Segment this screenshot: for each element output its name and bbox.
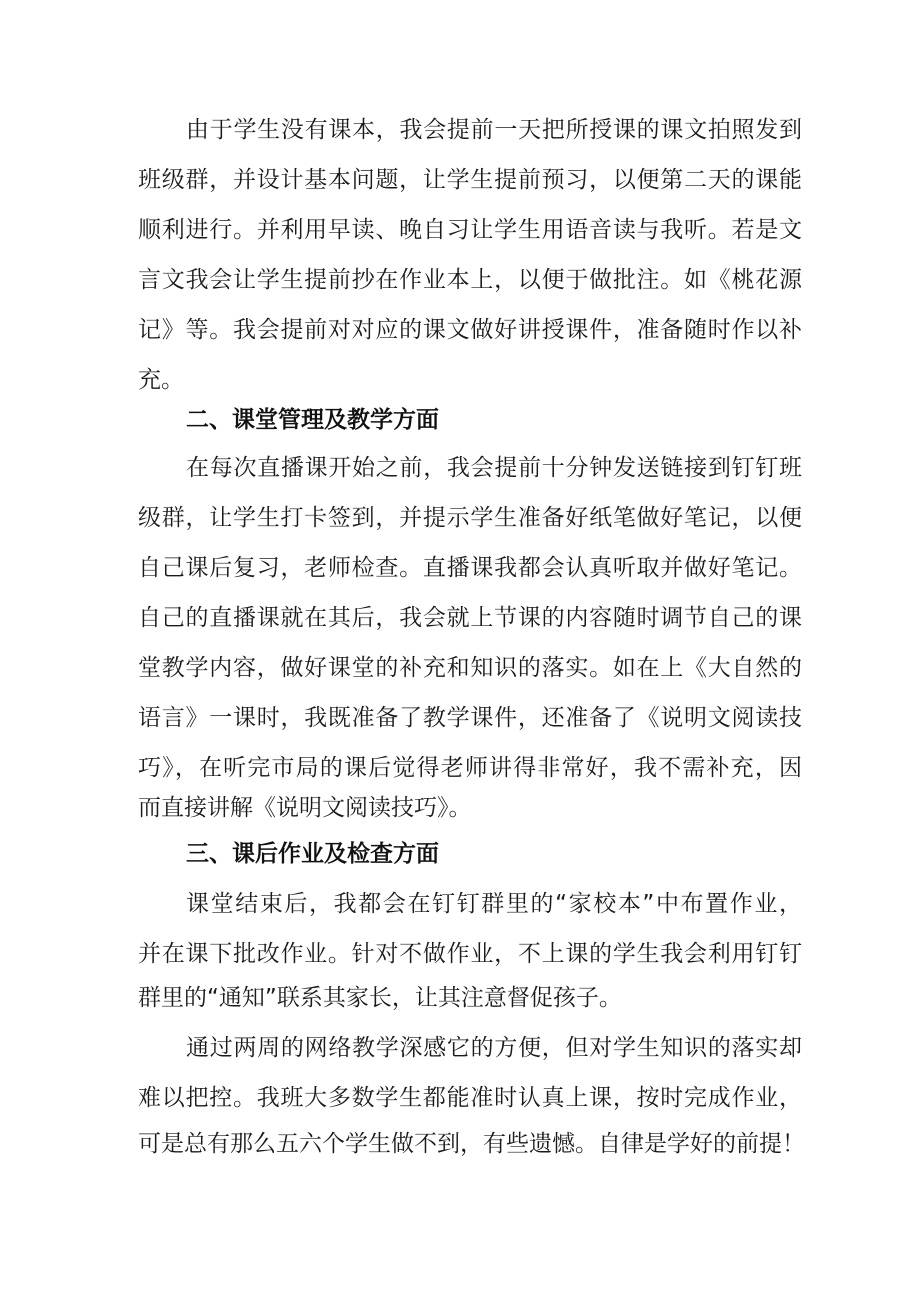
paragraph-line: 可是总有那么五六个学生做不到，有些遗憾。自律是学好的前提！	[138, 1131, 805, 1157]
paragraph-line: 语言》一课时，我既准备了教学课件，还准备了《说明文阅读技	[138, 705, 802, 731]
paragraph-line: 自己的直播课就在其后，我会就上节课的内容随时调节自己的课	[138, 605, 802, 631]
section-heading-homework: 三、课后作业及检查方面	[186, 841, 439, 867]
paragraph-line: 级群，让学生打卡签到，并提示学生准备好纸笔做好笔记，以便	[138, 505, 802, 531]
paragraph-line: 群里的“通知”联系其家长，让其注意督促孩子。	[138, 985, 622, 1011]
section-heading-classroom: 二、课堂管理及教学方面	[186, 407, 439, 433]
paragraph-line: 课堂结束后，我都会在钉钉群里的“家校本”中布置作业，	[186, 891, 802, 917]
paragraph-line: 由于学生没有课本，我会提前一天把所授课的课文拍照发到	[186, 117, 802, 143]
paragraph-line: 在每次直播课开始之前，我会提前十分钟发送链接到钉钉班	[186, 455, 802, 481]
paragraph-line: 而直接讲解《说明文阅读技巧》。	[138, 795, 472, 821]
paragraph-line: 充。	[138, 367, 184, 393]
paragraph-line: 通过两周的网络教学深感它的方便，但对学生知识的落实却	[186, 1035, 802, 1061]
paragraph-line: 言文我会让学生提前抄在作业本上，以便于做批注。如《桃花源	[138, 267, 802, 293]
paragraph-line: 难以把控。我班大多数学生都能准时认真上课，按时完成作业，	[138, 1085, 802, 1111]
paragraph-line: 并在课下批改作业。针对不做作业，不上课的学生我会利用钉钉	[138, 941, 802, 967]
paragraph-line: 堂教学内容，做好课堂的补充和知识的落实。如在上《大自然的	[138, 655, 802, 681]
paragraph-line: 班级群，并设计基本问题，让学生提前预习，以便第二天的课能	[138, 167, 802, 193]
paragraph-line: 自己课后复习，老师检查。直播课我都会认真听取并做好笔记。	[138, 555, 802, 581]
paragraph-line: 巧》，在听完市局的课后觉得老师讲得非常好，我不需补充，因	[138, 755, 802, 781]
paragraph-line: 记》等。我会提前对对应的课文做好讲授课件，准备随时作以补	[138, 317, 802, 343]
paragraph-line: 顺利进行。并利用早读、晚自习让学生用语音读与我听。若是文	[138, 217, 802, 243]
